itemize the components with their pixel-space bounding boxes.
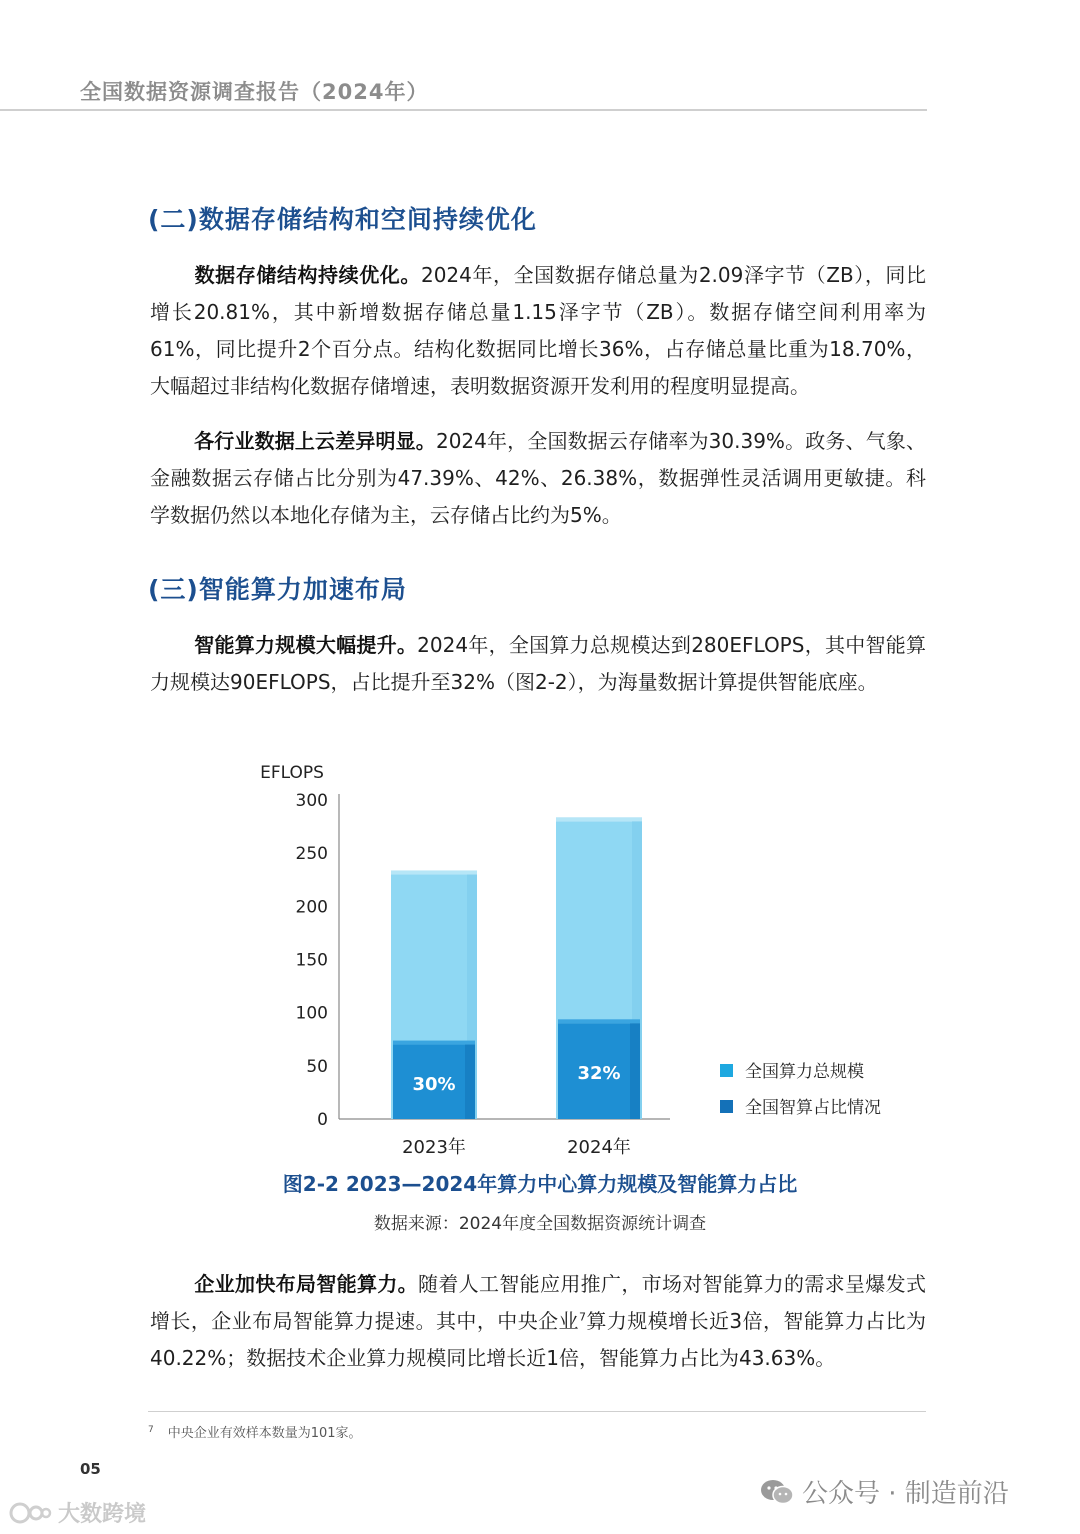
wechat-account-label: 公众号 · 制造前沿 [802, 1479, 1009, 1509]
watermark-text: 大数跨境 [58, 1502, 147, 1527]
bar-smart-top [393, 1041, 475, 1045]
paragraph-lead: 各行业数据上云差异明显。 [194, 429, 436, 453]
page-number: 05 [80, 1460, 101, 1478]
watermark-logo-icon [8, 1501, 52, 1525]
paragraph-body: 2024年，全国算力总规模达到280EFLOPS，其中智能算力规模达90EFLOPS，占比提升至32%（图2-2），为海量数据计算提供智能底座。 [150, 633, 927, 694]
bar-total-top [556, 817, 642, 821]
paragraph-compute-scale [150, 627, 926, 701]
y-tick-label: 150 [295, 950, 328, 971]
x-tick-label: 2023年 [402, 1137, 466, 1158]
legend-swatch [720, 1064, 733, 1077]
paragraph-body: 随着人工智能应用推广，市场对智能算力的需求呈爆发式增长，企业布局智能算力提速。其中，中央企业 [150, 1272, 926, 1333]
bar-data-label: 32% [577, 1063, 621, 1085]
bar-smart-top [558, 1019, 640, 1023]
paragraph-cloud-storage [150, 423, 926, 534]
y-tick-label: 200 [295, 897, 328, 918]
section-heading-storage: (二)数据存储结构和空间持续优化 [148, 205, 537, 234]
paragraph-body: 2024年，全国数据云存储率为30.39%。政务、气象、金融数据云存储占比分别为47.39%、42%、26.38%，数据弹性灵活调用更敏捷。科学数据仍然以本地化存储为主，云存储占比约为5%。 [150, 429, 926, 527]
y-tick-label: 250 [295, 844, 328, 865]
compute-bar-chart [240, 755, 940, 1165]
y-tick-label: 300 [295, 791, 328, 811]
footnote-text: 中央企业有效样本数量为101家。 [167, 1426, 362, 1441]
report-title: 全国数据资源调查报告（2024年） [80, 80, 429, 104]
legend-swatch [720, 1100, 733, 1113]
bar-total-top [391, 870, 477, 874]
legend-label: 全国算力总规模 [745, 1062, 864, 1082]
bar-smart-side [465, 1045, 475, 1119]
y-axis-label: EFLOPS [260, 763, 324, 783]
wechat-icon [760, 1478, 794, 1506]
footnote-ref[interactable]: 7 [579, 1310, 586, 1324]
paragraph-body: 算力规模增长近3倍，智能算力占比为40.22%；数据技术企业算力规模同比增长近1倍，智能算力占比为43.63%。 [150, 1309, 927, 1370]
section-heading-compute: (三)智能算力加速布局 [148, 575, 407, 604]
footnote-number: 7 [148, 1424, 154, 1435]
footnote [148, 1422, 362, 1441]
footnote-rule [148, 1411, 926, 1412]
paragraph-lead: 数据存储结构持续优化。 [194, 263, 421, 287]
y-tick-label: 50 [306, 1056, 328, 1077]
paragraph-lead: 智能算力规模大幅提升。 [194, 633, 418, 657]
paragraph-enterprise-compute [150, 1266, 926, 1377]
header-rule [0, 109, 927, 111]
x-tick-label: 2024年 [567, 1137, 631, 1158]
figure-source: 数据来源：2024年度全国数据资源统计调查 [373, 1214, 707, 1234]
paragraph-storage-structure [150, 257, 926, 405]
bar-data-label: 30% [412, 1073, 456, 1095]
watermark [8, 1497, 146, 1528]
legend-label: 全国智算占比情况 [745, 1098, 881, 1118]
paragraph-body: 2024年，全国数据存储总量为2.09泽字节（ZB），同比增长20.81%，其中新增数据存储总量1.15泽字节（ZB）。数据存储空间利用率为61%，同比提升2个百分点。结构化数据同比增长36%，占存储总量比重为18.70%，大幅超过非结构化数据存储增速，表明数据资源开发利用的程度明显提高。 [150, 263, 927, 398]
y-tick-label: 100 [295, 1003, 328, 1024]
wechat-account-mark [760, 1473, 1009, 1510]
y-tick-label: 0 [317, 1110, 328, 1130]
bar-smart-side [630, 1023, 640, 1119]
figure-caption: 图2-2 2023—2024年算力中心算力规模及智能算力占比 [282, 1172, 798, 1196]
paragraph-lead: 企业加快布局智能算力。 [194, 1272, 418, 1296]
